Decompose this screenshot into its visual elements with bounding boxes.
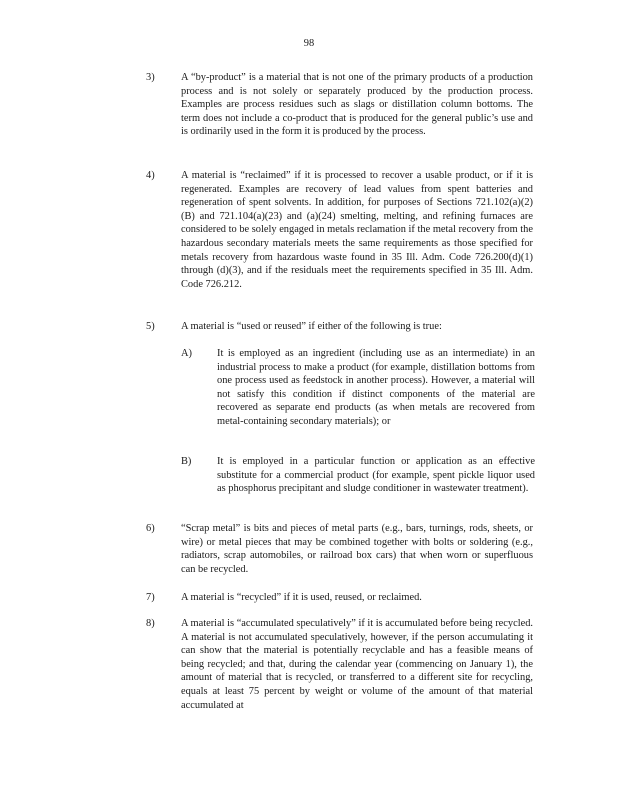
- item-number: 4): [146, 170, 155, 181]
- item-text: A material is “recycled” if it is used, reused, or reclaimed.: [181, 592, 422, 603]
- item-text: A material is “accumulated speculatively” if it is accumulated before being recycled. A material is not accumulated speculatively, however, if the person accumulating it can show that the material is potentially recyclable and has a feasible means of being recycled; and that, during the calendar year (commencing on January 1), the amount of material that is recycled, or transferred to a different site for recycling, equals at least 75 percent by weight or volume of the amount of that material accumulated at: [181, 618, 533, 711]
- item-number: 5): [146, 321, 155, 332]
- item-text: A material is “used or reused” if either of the following is true:: [181, 321, 442, 332]
- sub-item-number: B): [181, 456, 192, 467]
- sub-item-number: A): [181, 348, 192, 359]
- item-number: 7): [146, 592, 155, 603]
- sub-item-text: It is employed as an ingredient (including use as an intermediate) in an industrial process to make a product (for example, distillation bottoms from one process used as feedstock in another process). However, a material will not satisfy this condition if distinct components of the material are recovered as separate end products (as when metals are recovered from metal-containing secondary materials); or: [217, 348, 535, 427]
- item-text: A material is “reclaimed” if it is processed to recover a usable product, or if it is regenerated. Examples are recovery of lead values from spent batteries and regeneration of spent solvents. In addition, for purposes of Sections 721.102(a)(2)(B) and 721.104(a)(23) and (a)(24) smelting, melting, and refining furnaces are considered to be solely engaged in metals reclamation if the metal recovery from the hazardous secondary materials meets the same requirements as those specified for metals recovery from hazardous waste found in 35 Ill. Adm. Code 726.200(d)(1) through (d)(3), and if the residuals meet the requirements specified in 35 Ill. Adm. Code 726.212.: [181, 170, 533, 290]
- item-text: “Scrap metal” is bits and pieces of metal parts (e.g., bars, turnings, rods, sheets, or wire) or metal pieces that may be combined together with bolts or soldering (e.g., radiators, scrap automobiles, or railroad box cars) that when worn or superfluous can be recycled.: [181, 523, 533, 575]
- item-number: 8): [146, 618, 155, 629]
- item-number: 6): [146, 523, 155, 534]
- item-text: A “by-product” is a material that is not one of the primary products of a production process and is not solely or separately produced by the production process. Examples are process residues such as slags or distillation column bottoms. The term does not include a co-product that is produced for the general public’s use and is ordinarily used in the form it is produced by the process.: [181, 72, 533, 138]
- item-number: 3): [146, 72, 155, 83]
- page-number: 98: [303, 38, 315, 49]
- sub-item-text: It is employed in a particular function or application as an effective substitute for a commercial product (for example, spent pickle liquor used as phosphorus precipitant and sludge conditioner in wastewater treatment).: [217, 456, 535, 495]
